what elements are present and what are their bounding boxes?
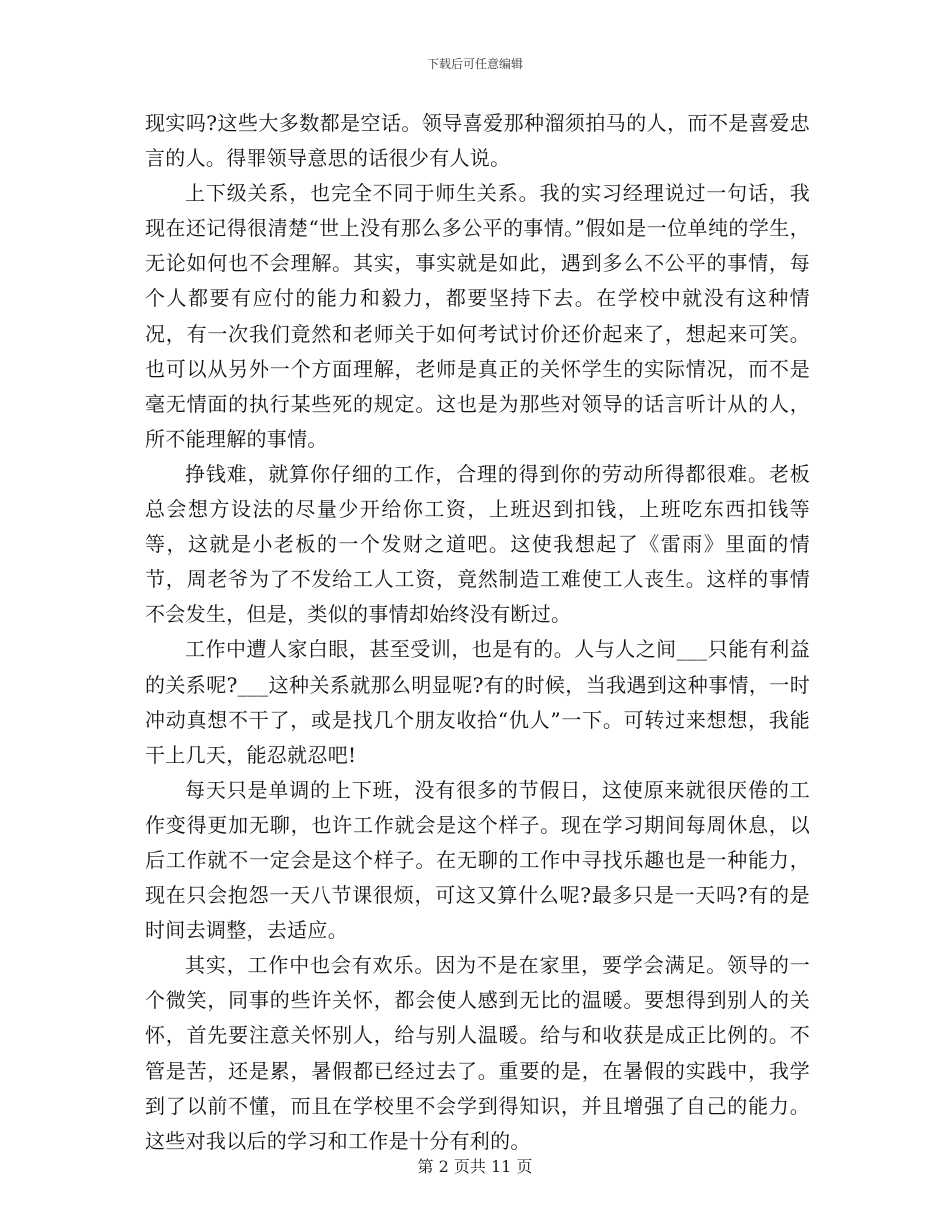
paragraph-3: 挣钱难，就算你仔细的工作，合理的得到你的劳动所得都很难。老板总会想方设法的尽量少开给你工资，上班迟到扣钱，上班吃东西扣钱等等，这就是小老板的一个发财之道吧。这使我想起了《雷雨》里面的情节，周老爷为了不发给工人工资，竟然制造工难使工人丧生。这样的事情不会发生，但是，类似的事情却始终没有断过。 xyxy=(145,461,810,627)
page-number-footer: 第 2 页共 11 页 xyxy=(417,1157,533,1176)
paragraph-6: 其实，工作中也会有欢乐。因为不是在家里，要学会满足。领导的一个微笑，同事的些许关怀，都会使人感到无比的温暖。要想得到别人的关怀，首先要注意关怀别人，给与别人温暖。给与和收获是成正比例的。不管是苦，还是累，暑假都已经过去了。重要的是，在暑假的实践中，我学到了以前不懂，而且在学校里不会学到得知识，并且增强了自己的能力。这些对我以后的学习和工作是十分有利的。 xyxy=(145,953,810,1153)
paragraph-2: 上下级关系，也完全不同于师生关系。我的实习经理说过一句话，我现在还记得很清楚“世上没有那么多公平的事情。”假如是一位单纯的学生，无论如何也不会理解。其实，事实就是如此，遇到多么不公平的事情，每个人都要有应付的能力和毅力，都要坚持下去。在学校中就没有这种情况，有一次我们竟然和老师关于如何考试讨价还价起来了，想起来可笑。也可以从另外一个方面理解，老师是真正的关怀学生的实际情况，而不是毫无情面的执行某些死的规定。这也是为那些对领导的话言听计从的人，所不能理解的事情。 xyxy=(145,181,810,451)
document-body xyxy=(145,106,810,1159)
paragraph-1: 现实吗?这些大多数都是空话。领导喜爱那种溜须拍马的人，而不是喜爱忠言的人。得罪领导意思的话很少有人说。 xyxy=(145,111,810,171)
paragraph-5: 每天只是单调的上下班，没有很多的节假日，这使原来就很厌倦的工作变得更加无聊，也许工作就会是这个样子。现在学习期间每周休息，以后工作就不一定会是这个样子。在无聊的工作中寻找乐趣也是一种能力，现在只会抱怨一天八节课很烦，可这又算什么呢?最多只是一天吗?有的是时间去调整，去适应。 xyxy=(145,777,810,943)
paragraph-4: 工作中遭人家白眼，甚至受训，也是有的。人与人之间___只能有利益的关系呢?___这种关系就那么明显呢?有的时候，当我遇到这种事情，一时冲动真想不干了，或是找几个朋友收拾“仇人”一下。可转过来想想，我能干上几天，能忍就忍吧! xyxy=(145,637,810,767)
page-header-note: 下载后可任意编辑 xyxy=(426,57,523,71)
